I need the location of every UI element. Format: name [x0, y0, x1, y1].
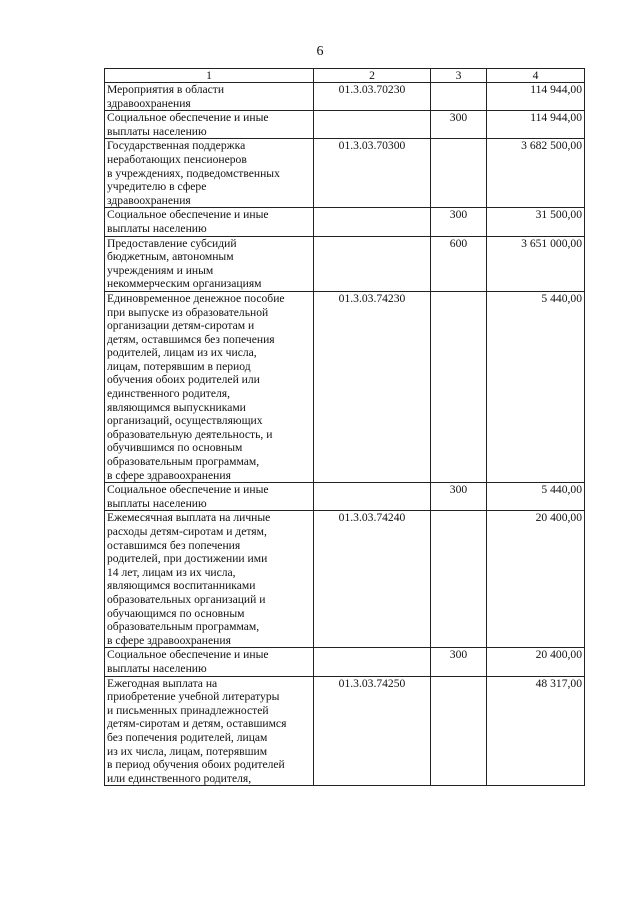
row-expense-type — [431, 511, 487, 648]
row-expense-type: 300 — [431, 483, 487, 511]
row-expense-type: 300 — [431, 111, 487, 139]
row-code — [314, 648, 431, 676]
row-amount: 114 944,00 — [487, 83, 585, 111]
row-expense-type: 300 — [431, 208, 487, 236]
table-row — [105, 483, 585, 511]
row-name: Социальное обеспечение и иные выплаты населению — [105, 111, 314, 139]
table-row — [105, 676, 585, 786]
row-code: 01.3.03.70300 — [314, 139, 431, 208]
row-name: Социальное обеспечение и иные выплаты населению — [105, 483, 314, 511]
row-name: Мероприятия в области здравоохранения — [105, 83, 314, 111]
row-amount: 3 682 500,00 — [487, 139, 585, 208]
row-expense-type: 300 — [431, 648, 487, 676]
row-name: Социальное обеспечение и иные выплаты населению — [105, 208, 314, 236]
table-row — [105, 111, 585, 139]
row-code: 01.3.03.74240 — [314, 511, 431, 648]
row-code: 01.3.03.74230 — [314, 291, 431, 482]
row-expense-type — [431, 83, 487, 111]
row-amount: 48 317,00 — [487, 676, 585, 786]
row-code — [314, 208, 431, 236]
row-amount: 114 944,00 — [487, 111, 585, 139]
budget-table — [104, 68, 585, 786]
row-amount: 20 400,00 — [487, 648, 585, 676]
row-expense-type: 600 — [431, 236, 487, 291]
column-header-2: 2 — [314, 69, 431, 83]
row-amount: 20 400,00 — [487, 511, 585, 648]
table-row — [105, 236, 585, 291]
row-amount: 31 500,00 — [487, 208, 585, 236]
table-row — [105, 208, 585, 236]
row-name: Государственная поддержка неработающих пенсионеров в учреждениях, подведомственных учредителю в сфере здравоохранения — [105, 139, 314, 208]
row-amount: 3 651 000,00 — [487, 236, 585, 291]
row-expense-type — [431, 291, 487, 482]
row-code — [314, 111, 431, 139]
row-name: Единовременное денежное пособие при выпуске из образовательной организации детям-сиротам и детям, оставшимся без попечения родителей, лицам из их числа, лицам, потерявшим в период обучения обоих родителей или единственного родителя, являющимся выпускниками организаций, осуществляющих образовательную деятельность, и обучившимся по основным образовательным программам, в сфере здравоохранения — [105, 291, 314, 482]
row-name: Социальное обеспечение и иные выплаты населению — [105, 648, 314, 676]
column-header-1: 1 — [105, 69, 314, 83]
row-code: 01.3.03.70230 — [314, 83, 431, 111]
row-code: 01.3.03.74250 — [314, 676, 431, 786]
table-row — [105, 511, 585, 648]
table-row — [105, 291, 585, 482]
page-number: 6 — [316, 44, 324, 59]
row-code — [314, 236, 431, 291]
row-expense-type — [431, 676, 487, 786]
row-expense-type — [431, 139, 487, 208]
row-amount: 5 440,00 — [487, 483, 585, 511]
table-row — [105, 83, 585, 111]
row-name: Предоставление субсидий бюджетным, автономным учреждениям и иным некоммерческим организациям — [105, 236, 314, 291]
table-row — [105, 139, 585, 208]
table-row — [105, 648, 585, 676]
column-header-3: 3 — [431, 69, 487, 83]
row-name: Ежегодная выплата на приобретение учебной литературы и письменных принадлежностей детям-сиротам и детям, оставшимся без попечения родителей, лицам из их числа, лицам, потерявшим в период обучения обоих родителей или единственного родителя, — [105, 676, 314, 786]
row-amount: 5 440,00 — [487, 291, 585, 482]
table-header-row — [105, 69, 585, 83]
row-name: Ежемесячная выплата на личные расходы детям-сиротам и детям, оставшимся без попечения родителей, при достижении ими 14 лет, лицам из их числа, являющимся воспитанниками образовательных организаций и обучающимся по основным образовательным программам, в сфере здравоохранения — [105, 511, 314, 648]
row-code — [314, 483, 431, 511]
column-header-4: 4 — [487, 69, 585, 83]
